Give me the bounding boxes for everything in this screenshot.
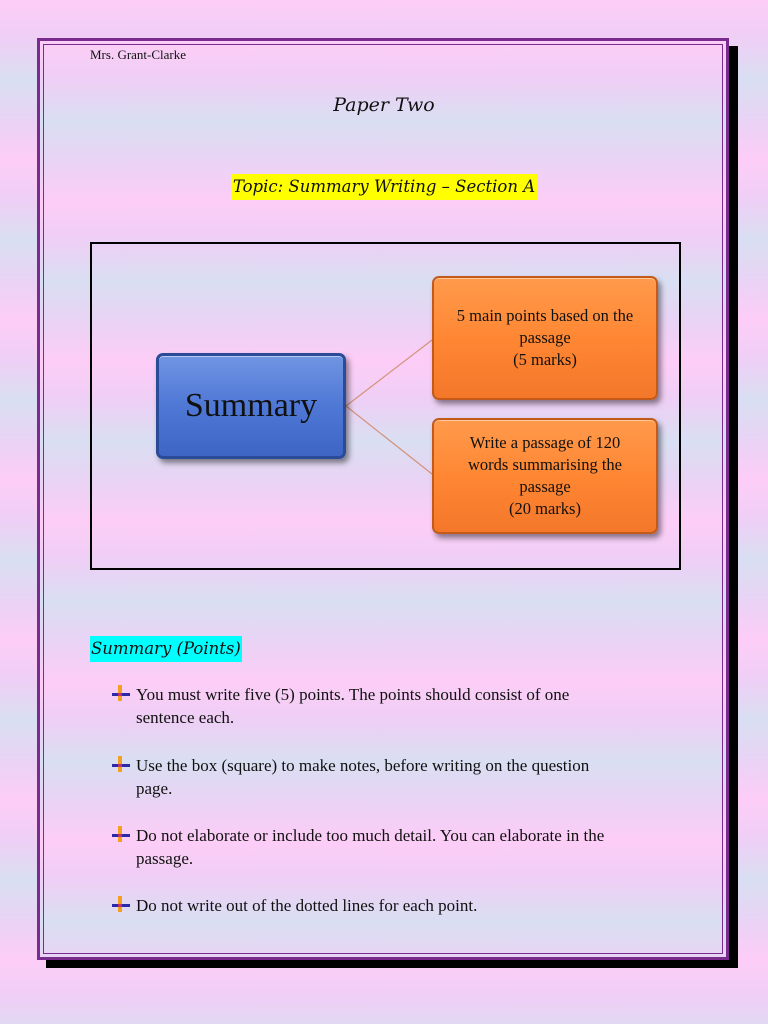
branch-2-line-4: (20 marks) <box>509 499 581 518</box>
bullet-2-line-2: page. <box>136 779 173 798</box>
branch-2-line-3: passage <box>519 477 571 496</box>
bullet-2-line-1: Use the box (square) to make notes, before writing on the question <box>136 756 590 775</box>
connector-line-top <box>346 340 432 406</box>
topic-line <box>0 174 768 200</box>
summary-diagram <box>90 242 681 570</box>
bullet-3-line-1: Do not elaborate or include too much detail. You can elaborate in the <box>136 826 605 845</box>
list-item <box>112 683 692 729</box>
branch-2-line-2: words summarising the <box>468 455 622 474</box>
branch-node-passage <box>432 418 658 534</box>
central-summary-node: Summary <box>156 353 346 459</box>
section-heading: Summary (Points) <box>90 636 242 662</box>
connector-line-bottom <box>346 406 432 474</box>
bullet-1-line-1: You must write five (5) points. The points should consist of one <box>136 685 570 704</box>
pushpin-bullet-icon <box>112 685 130 701</box>
list-item <box>112 754 692 800</box>
pushpin-bullet-icon <box>112 896 130 912</box>
page-title: Paper Two <box>333 94 435 116</box>
points-list <box>112 683 692 917</box>
list-item <box>112 824 692 870</box>
branch-node-points <box>432 276 658 400</box>
branch-1-line-3: (5 marks) <box>513 350 577 369</box>
bullet-4-line-1: Do not write out of the dotted lines for each point. <box>136 896 478 915</box>
bullet-1-line-2: sentence each. <box>136 708 235 727</box>
topic-heading: Topic: Summary Writing – Section A <box>231 174 537 200</box>
branch-1-line-2: passage <box>519 328 571 347</box>
section-heading-line <box>90 636 242 662</box>
branch-1-line-1: 5 main points based on the <box>456 306 634 325</box>
branch-2-line-1: Write a passage of 120 <box>469 433 621 452</box>
author-header: Mrs. Grant-Clarke <box>90 47 187 62</box>
list-item <box>112 894 692 917</box>
bullet-3-line-2: passage. <box>136 849 194 868</box>
pushpin-bullet-icon <box>112 756 130 772</box>
pushpin-bullet-icon <box>112 826 130 842</box>
